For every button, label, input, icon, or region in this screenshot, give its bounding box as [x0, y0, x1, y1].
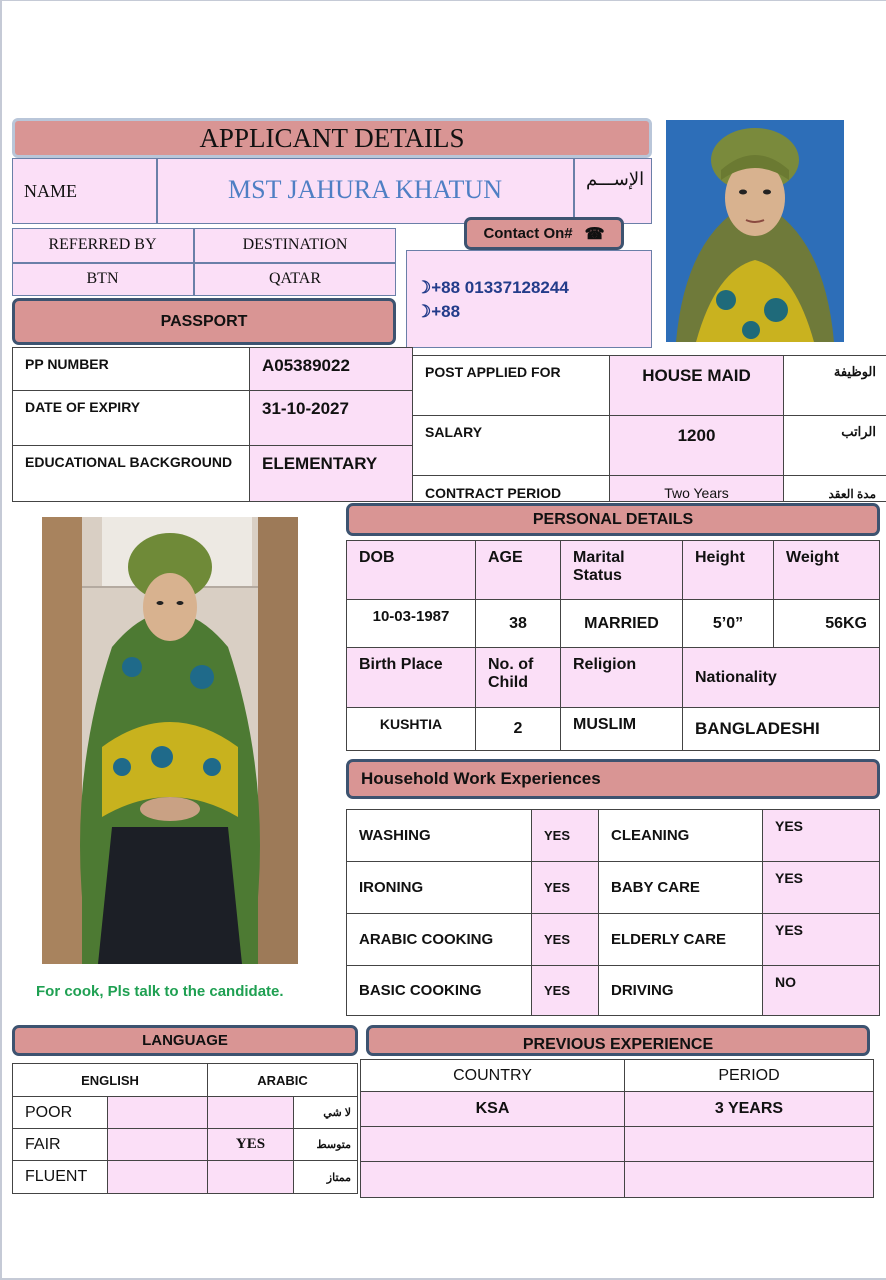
post-arabic-label: الوظيفة	[784, 356, 886, 416]
cook-note: For cook, Pls talk to the candidate.	[36, 983, 284, 1000]
household-skill-value: YES	[532, 914, 599, 966]
applicant-full-photo	[42, 517, 298, 964]
weight-label: Weight	[774, 541, 880, 600]
salary-value: 1200	[610, 416, 784, 476]
applicant-headshot-photo	[666, 120, 844, 342]
birthplace-value: KUSHTIA	[347, 708, 476, 751]
destination-label: DESTINATION	[242, 236, 348, 253]
period-column-header: PERIOD	[625, 1060, 874, 1092]
arabic-level-value: YES	[208, 1129, 294, 1161]
divider	[12, 262, 396, 264]
passport-header: PASSPORT	[12, 298, 396, 345]
language-level: FLUENT	[13, 1161, 108, 1194]
education-label: EDUCATIONAL BACKGROUND	[13, 446, 250, 502]
english-level-value	[108, 1129, 208, 1161]
experience-country	[361, 1127, 625, 1162]
household-skill-value: NO	[763, 966, 880, 1016]
household-skill-label: DRIVING	[599, 966, 763, 1016]
household-skill-label: BABY CARE	[599, 862, 763, 914]
english-level-value	[108, 1161, 208, 1194]
religion-value: MUSLIM	[561, 708, 683, 751]
arabic-level-label: ممتاز	[294, 1161, 358, 1194]
contract-value: Two Years	[610, 476, 784, 502]
weight-value: 56KG	[774, 600, 880, 648]
contract-arabic-label: مدة العقد	[784, 476, 886, 502]
post-value: HOUSE MAID	[610, 356, 784, 416]
referred-by-value: BTN	[86, 270, 119, 287]
nationality-label: Nationality	[683, 648, 880, 708]
dob-label: DOB	[347, 541, 476, 600]
religion-label: Religion	[561, 648, 683, 708]
experience-country	[361, 1162, 625, 1198]
salary-label: SALARY	[413, 416, 610, 476]
marital-label: Marital Status	[561, 541, 683, 600]
language-level: FAIR	[13, 1129, 108, 1161]
household-skill-label: IRONING	[347, 862, 532, 914]
arabic-level-value	[208, 1161, 294, 1194]
telephone-icon: ☎	[584, 225, 605, 243]
experience-period: 3 YEARS	[625, 1092, 874, 1127]
salary-arabic-label: الراتب	[784, 416, 886, 476]
dob-value: 10-03-1987	[347, 600, 476, 648]
household-skill-label: BASIC COOKING	[347, 966, 532, 1016]
height-value: 5’0”	[683, 600, 774, 648]
country-column-header: COUNTRY	[361, 1060, 625, 1092]
household-table	[346, 809, 880, 1016]
pp-number-value: A05389022	[250, 348, 413, 391]
arabic-level-label: لا شي	[294, 1097, 358, 1129]
passport-table	[12, 347, 413, 502]
height-label: Height	[683, 541, 774, 600]
language-level: POOR	[13, 1097, 108, 1129]
personal-details-table	[346, 540, 880, 751]
post-applied-table	[412, 355, 886, 502]
household-header: Household Work Experiences	[346, 759, 880, 799]
age-value: 38	[476, 600, 561, 648]
arabic-level-label: متوسط	[294, 1129, 358, 1161]
arabic-column-header: ARABIC	[208, 1064, 358, 1097]
children-value: 2	[476, 708, 561, 751]
previous-experience-header: PREVIOUS EXPERIENCE	[366, 1025, 870, 1056]
nationality-value: BANGLADESHI	[683, 708, 880, 751]
birthplace-label: Birth Place	[347, 648, 476, 708]
children-label: No. of Child	[476, 648, 561, 708]
contract-label: CONTRACT PERIOD	[413, 476, 610, 502]
household-skill-value: YES	[763, 862, 880, 914]
expiry-label: DATE OF EXPIRY	[13, 391, 250, 446]
applicant-name: MST JAHURA KHATUN	[227, 175, 502, 204]
contact-box	[406, 250, 652, 348]
divider	[573, 158, 575, 224]
contact-label: Contact On#	[483, 225, 573, 242]
language-header: LANGUAGE	[12, 1025, 358, 1056]
household-skill-value: YES	[532, 862, 599, 914]
experience-country: KSA	[361, 1092, 625, 1127]
experience-period	[625, 1162, 874, 1198]
household-skill-value: YES	[532, 966, 599, 1016]
post-label: POST APPLIED FOR	[413, 356, 610, 416]
experience-period	[625, 1127, 874, 1162]
arabic-level-value	[208, 1097, 294, 1129]
expiry-value: 31-10-2027	[250, 391, 413, 446]
referred-by-label: REFERRED BY	[48, 236, 157, 253]
phone-number-2: ☽+88	[416, 302, 461, 321]
household-skill-label: ELDERLY CARE	[599, 914, 763, 966]
education-value: ELEMENTARY	[250, 446, 413, 502]
name-label: NAME	[24, 181, 77, 201]
english-level-value	[108, 1097, 208, 1129]
household-skill-value: YES	[532, 810, 599, 862]
marital-value: MARRIED	[561, 600, 683, 648]
phone-number-1: ☽+88 01337128244	[416, 278, 569, 297]
language-table	[12, 1063, 358, 1194]
applicant-details-title: APPLICANT DETAILS	[12, 118, 652, 158]
previous-experience-table	[360, 1059, 874, 1198]
english-column-header: ENGLISH	[13, 1064, 208, 1097]
destination-value: QATAR	[268, 270, 322, 287]
name-arabic-label: الإســـم	[586, 169, 645, 189]
household-skill-label: ARABIC COOKING	[347, 914, 532, 966]
household-skill-value: YES	[763, 810, 880, 862]
household-skill-label: CLEANING	[599, 810, 763, 862]
household-skill-value: YES	[763, 914, 880, 966]
pp-number-label: PP NUMBER	[13, 348, 250, 391]
contact-header	[464, 217, 624, 250]
household-skill-label: WASHING	[347, 810, 532, 862]
personal-details-header: PERSONAL DETAILS	[346, 503, 880, 536]
age-label: AGE	[476, 541, 561, 600]
